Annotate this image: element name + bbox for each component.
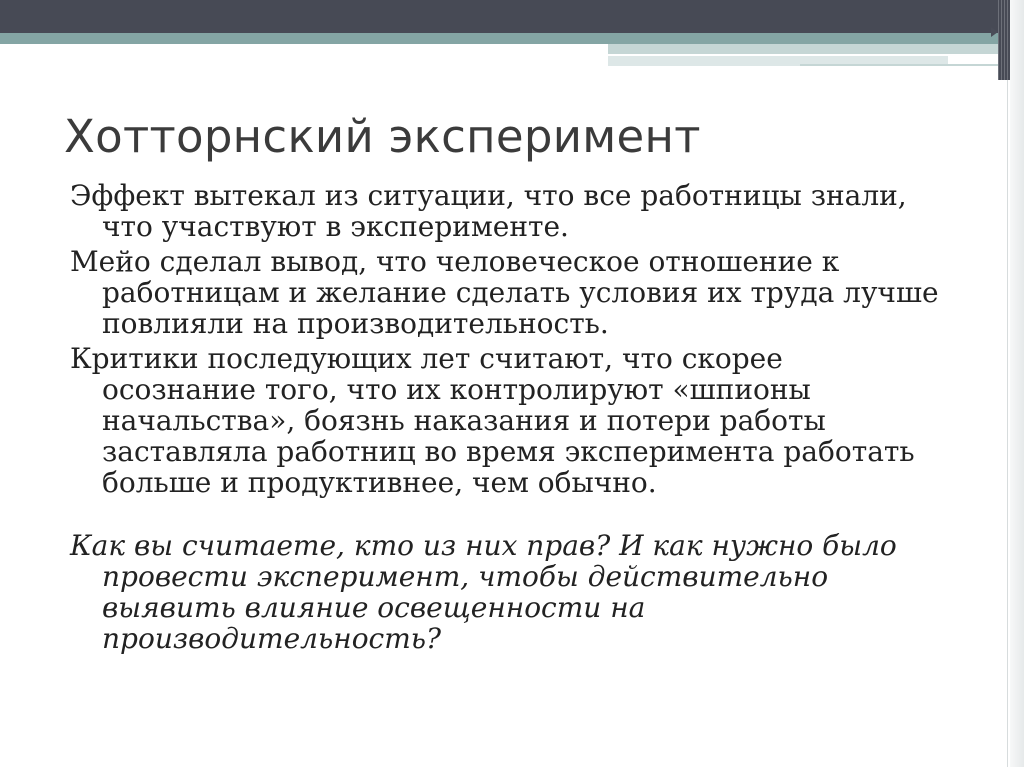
arrow-right-icon xyxy=(991,27,998,37)
slide-title: Хотторнский эксперимент xyxy=(64,110,701,163)
header-accent-line xyxy=(800,64,1024,66)
page-edge-line xyxy=(1007,0,1008,767)
page-edge-shadow xyxy=(1010,0,1024,767)
header-band-teal xyxy=(0,33,1024,44)
header-band-dark xyxy=(0,0,1024,33)
slide-body xyxy=(70,180,940,658)
paragraph-effect: Эффект вытекал из ситуации, что все работницы знали, что участвуют в эксперименте. xyxy=(70,179,907,243)
header-band-accent xyxy=(608,44,1024,54)
paragraph-mayo-conclusion: Мейо сделал вывод, что человеческое отношение к работницам и желание сделать условия их труда лучше повлияли на производительность. xyxy=(70,245,939,340)
paragraph-critics: Критики последующих лет считают, что скорее осознание того, что их контролируют «шпионы начальства», боязнь наказания и потери работы заставляла работниц во время эксперимента работать больше и продуктивнее, чем обычно. xyxy=(70,342,915,499)
page-edge-stripes xyxy=(998,0,1010,80)
question-paragraph: Как вы считаете, кто из них прав? И как нужно было провести эксперимент, чтобы действительно выявить влияние освещенности на производительность? xyxy=(70,529,897,655)
